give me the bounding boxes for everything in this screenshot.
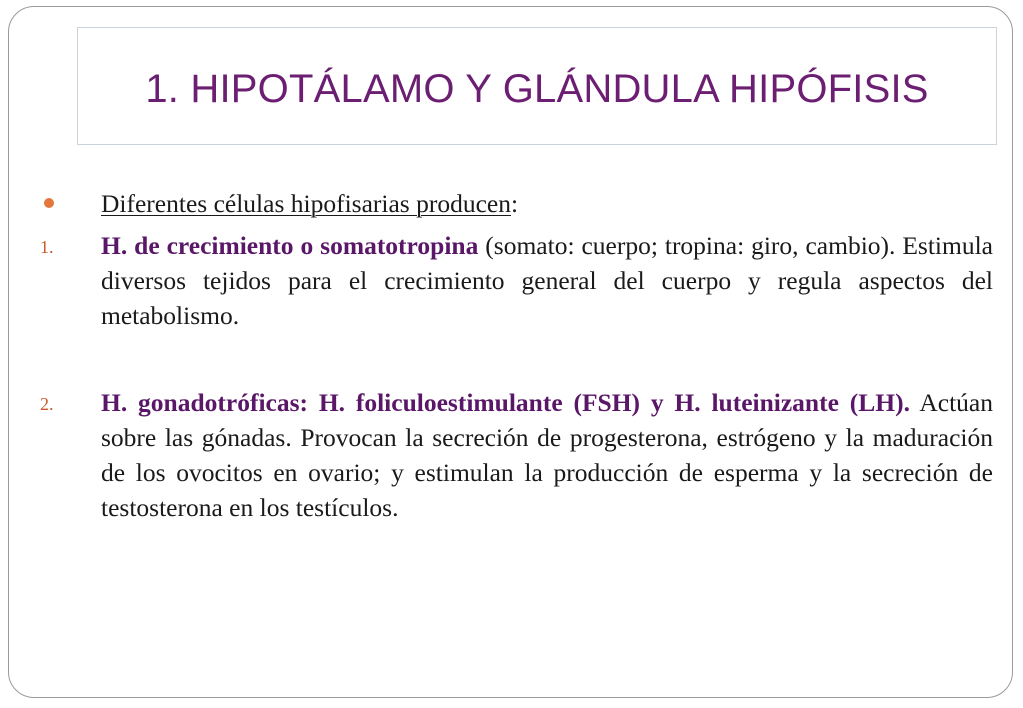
list-item-1-term: H. de crecimiento o somatotropina [101, 231, 479, 260]
list-item-2 [101, 385, 993, 525]
bullet-dot-icon [44, 198, 54, 208]
intro-suffix: : [510, 189, 519, 218]
list-number-2: 2. [40, 394, 54, 414]
list-item-1-text: (somato: cuerpo; tropina: giro, cambio). Estimula diversos tejidos para el crecimiento general del cuerpo y regula aspectos del metabolismo. [101, 231, 993, 330]
list-item-2-term: H. gonadotróficas: H. foliculoestimulante (FSH) y H. luteinizante (LH). [101, 388, 910, 417]
intro-underlined-text: Diferentes células hipofisarias producen [101, 189, 511, 218]
list-item-2-text: Actúan sobre las gónadas. Provocan la secreción de progesterona, estrógeno y la maduración de los ovocitos en ovario; y estimulan la producción de esperma y la secreción de testosterona en los testículos. [101, 388, 993, 522]
slide-title: 1. HIPOTÁLAMO Y GLÁNDULA HIPÓFISIS [145, 66, 929, 111]
list-item-1 [101, 228, 993, 333]
intro-paragraph [101, 186, 993, 221]
list-number-1: 1. [40, 237, 54, 257]
